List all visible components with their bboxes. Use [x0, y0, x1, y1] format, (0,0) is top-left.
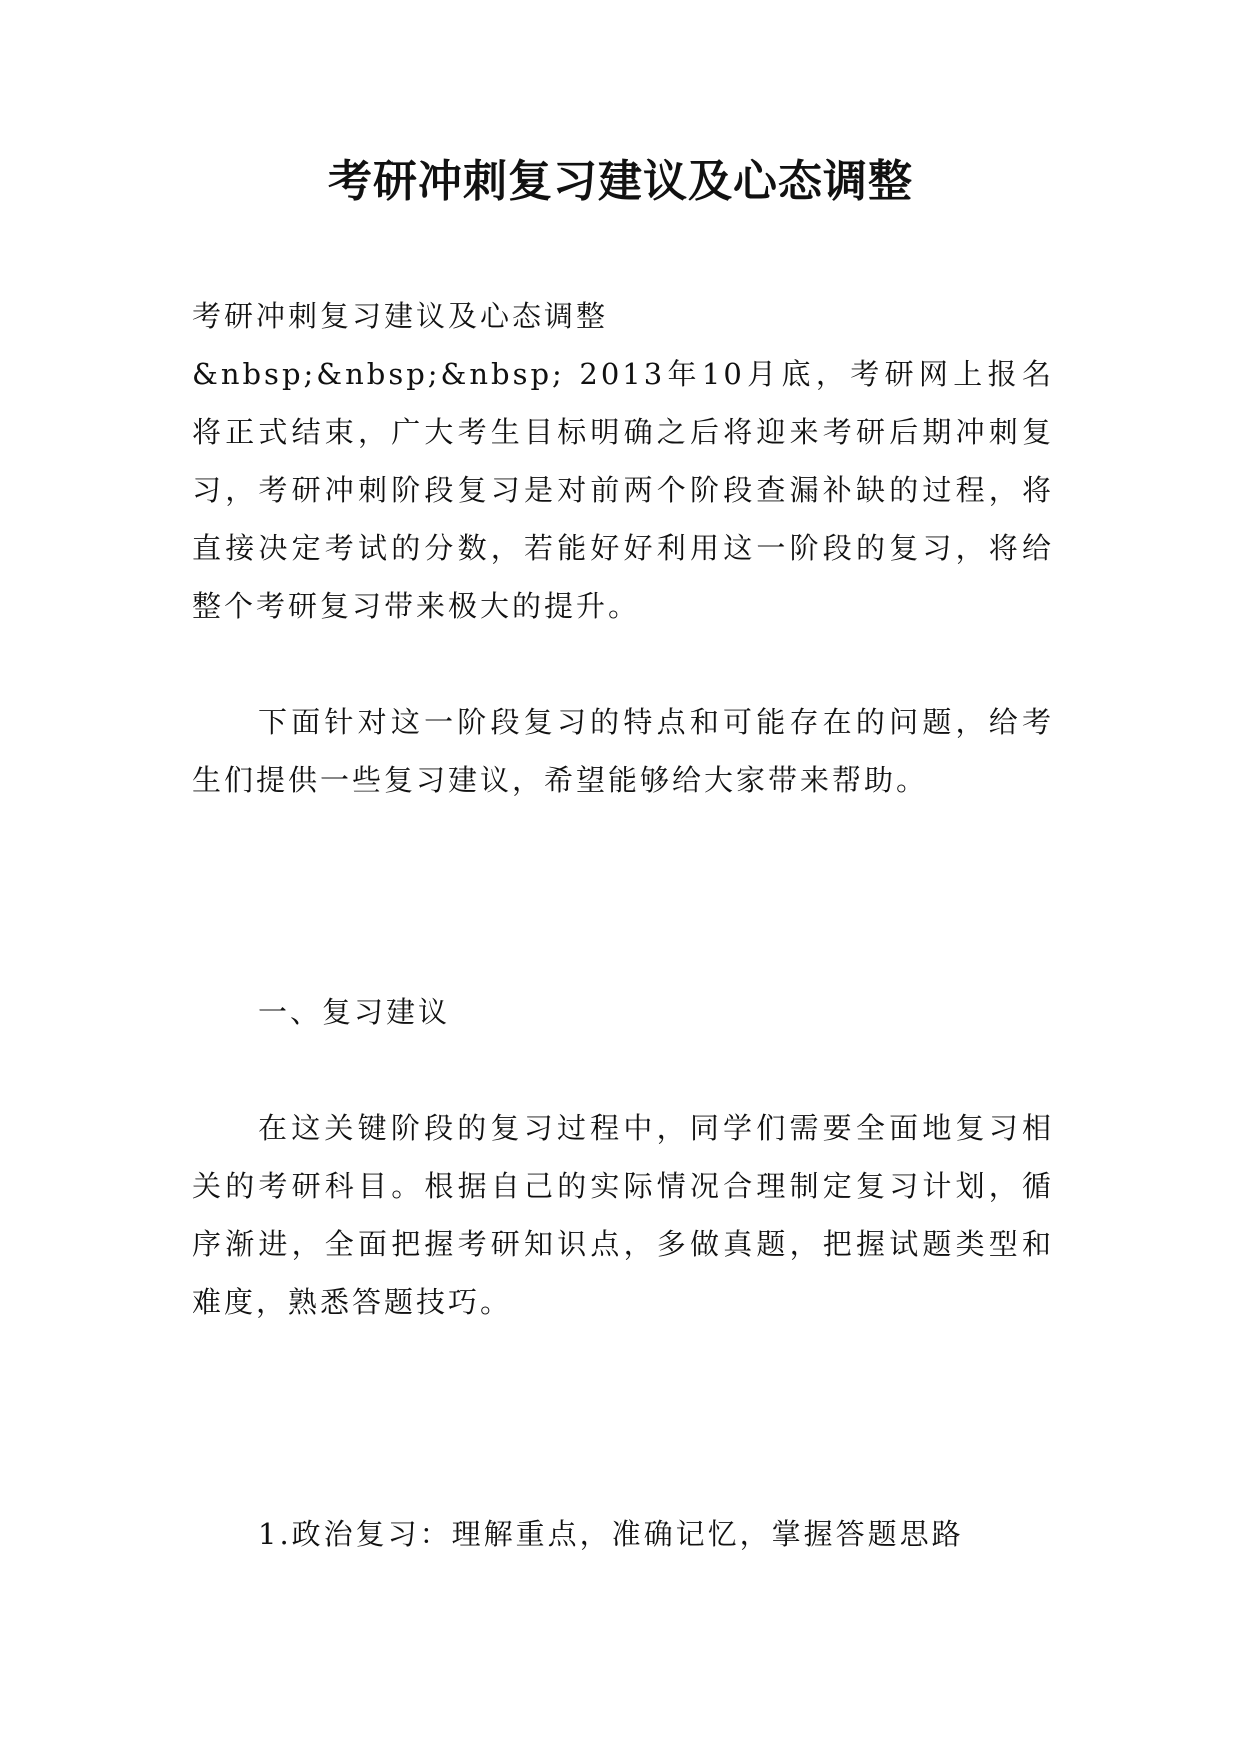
section-heading-review-advice: 一、复习建议: [258, 995, 451, 1029]
subsection-heading-politics: 1.政治复习：理解重点，准确记忆，掌握答题思路: [258, 1517, 964, 1551]
document-title: 考研冲刺复习建议及心态调整: [328, 156, 913, 207]
paragraph-review-plan: 在这关键阶段的复习过程中，同学们需要全面地复习相关的考研科目。根据自己的实际情况合理制定复习计划，循序渐进，全面把握考研知识点，多做真题，把握试题类型和难度，熟悉答题技巧。: [192, 1111, 1054, 1319]
paragraph-intro: &nbsp;&nbsp;&nbsp; 2013年10月底，考研网上报名将正式结束，广大考生目标明确之后将迎来考研后期冲刺复习，考研冲刺阶段复习是对前两个阶段查漏补缺的过程，将直接决定考试的分数，若能好好利用这一阶段的复习，将给整个考研复习带来极大的提升。: [192, 357, 1054, 623]
document-subtitle: 考研冲刺复习建议及心态调整: [192, 299, 609, 333]
paragraph-purpose: 下面针对这一阶段复习的特点和可能存在的问题，给考生们提供一些复习建议，希望能够给大家带来帮助。: [192, 705, 1054, 797]
